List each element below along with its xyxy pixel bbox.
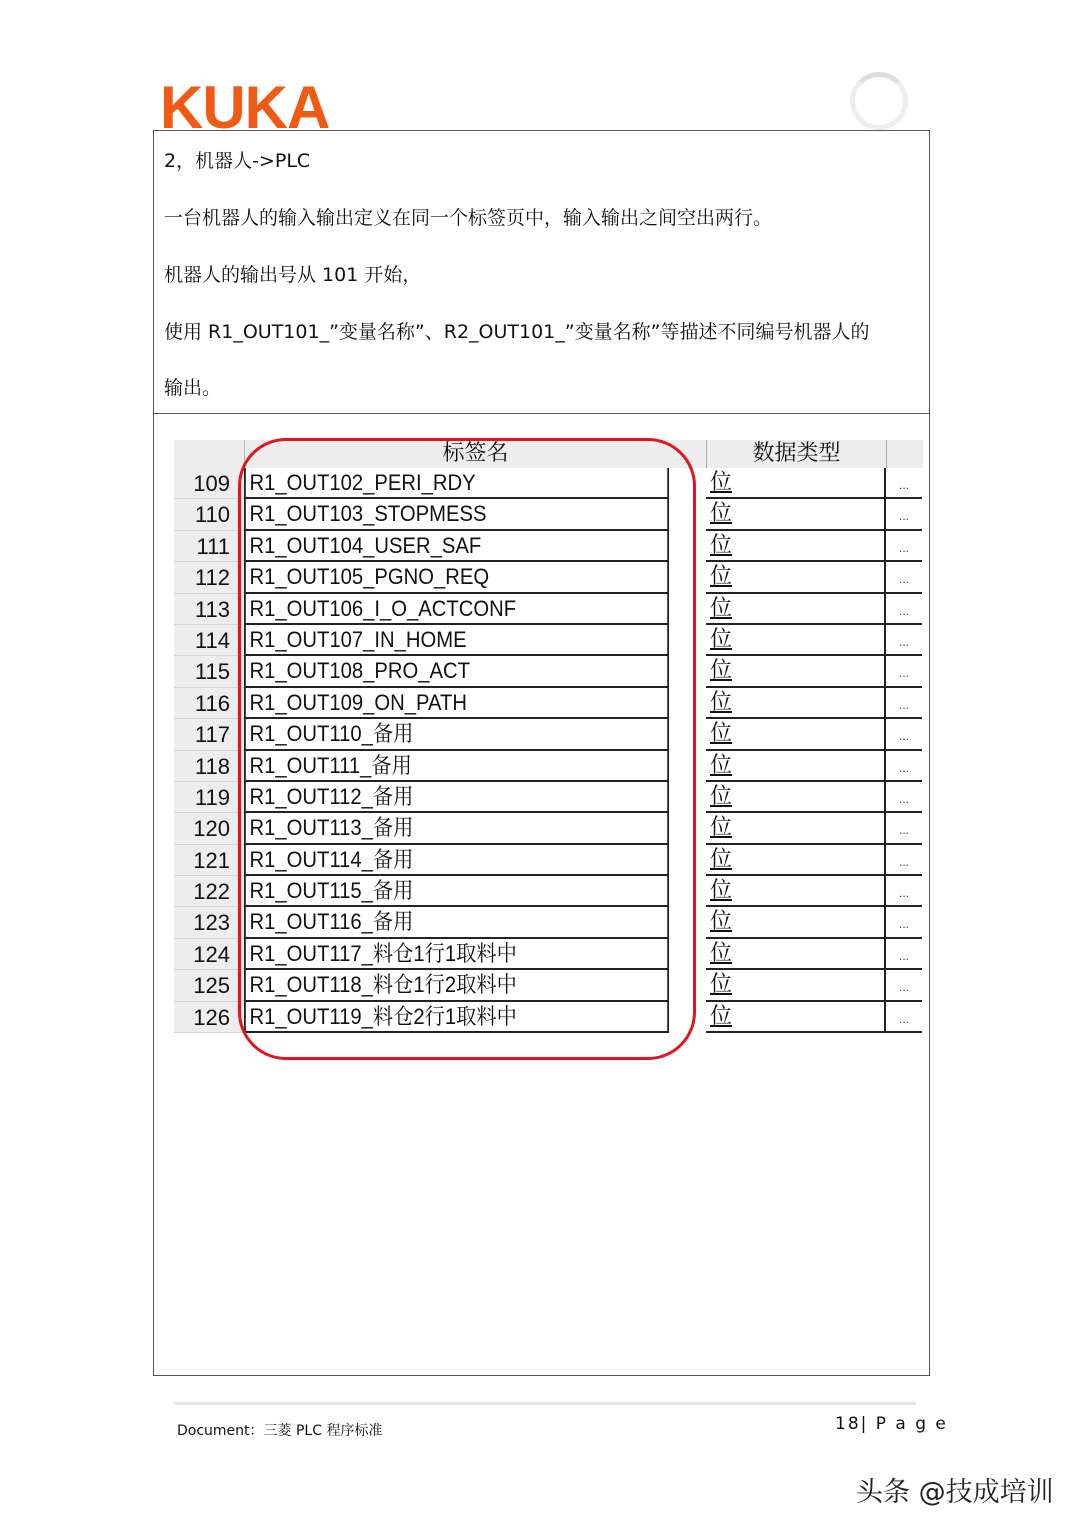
data-type-cell[interactable]: 位 [706, 562, 886, 593]
row-number[interactable]: 111 [174, 531, 244, 562]
data-type-cell[interactable]: 位 [706, 594, 886, 625]
row-number[interactable]: 124 [174, 939, 244, 970]
ellipsis-button[interactable]: ... [886, 970, 922, 1001]
data-type-cell[interactable]: 位 [706, 970, 886, 1001]
tag-name-cell[interactable]: R1_OUT117_料仓1行1取料中 [244, 939, 669, 970]
data-type-cell[interactable]: 位 [706, 782, 886, 813]
row-number[interactable]: 123 [174, 907, 244, 938]
row-number[interactable]: 113 [174, 594, 244, 625]
button-column-header [887, 440, 923, 468]
data-type-cell[interactable]: 位 [706, 813, 886, 844]
row-number[interactable]: 125 [174, 970, 244, 1001]
data-type-cell[interactable]: 位 [706, 688, 886, 719]
tag-name-cell[interactable]: R1_OUT109_ON_PATH [244, 688, 669, 719]
ellipsis-button[interactable]: ... [886, 907, 922, 938]
ellipsis-button[interactable]: ... [886, 876, 922, 907]
ellipsis-button[interactable]: ... [886, 688, 922, 719]
row-number[interactable]: 118 [174, 751, 244, 782]
ellipsis-button[interactable]: ... [886, 813, 922, 844]
data-type-cell[interactable]: 位 [706, 656, 886, 687]
tag-name-cell[interactable]: R1_OUT115_备用 [244, 876, 669, 907]
text-section [154, 131, 929, 414]
row-number[interactable]: 116 [174, 688, 244, 719]
ellipsis-button[interactable]: ... [886, 656, 922, 687]
ellipsis-button[interactable]: ... [886, 594, 922, 625]
ellipsis-button[interactable]: ... [886, 1002, 922, 1033]
loading-spinner-icon [850, 72, 908, 130]
data-type-cell[interactable]: 位 [706, 876, 886, 907]
tag-name-cell[interactable]: R1_OUT106_I_O_ACTCONF [244, 594, 669, 625]
ellipsis-button[interactable]: ... [886, 719, 922, 750]
row-number[interactable]: 126 [174, 1002, 244, 1033]
data-type-header[interactable]: 数据类型 [707, 440, 887, 468]
paragraph-line-4: 输出。 [164, 377, 222, 399]
tag-name-cell[interactable]: R1_OUT108_PRO_ACT [244, 656, 669, 687]
data-type-cell[interactable]: 位 [706, 751, 886, 782]
ellipsis-button[interactable]: ... [886, 782, 922, 813]
tag-name-cell[interactable]: R1_OUT103_STOPMESS [244, 499, 669, 530]
tag-name-cell[interactable]: R1_OUT105_PGNO_REQ [244, 562, 669, 593]
row-number[interactable]: 115 [174, 656, 244, 687]
data-type-cell[interactable]: 位 [706, 499, 886, 530]
section-title: 2，机器人->PLC [164, 150, 311, 172]
data-type-cell[interactable]: 位 [706, 1002, 886, 1033]
row-number[interactable]: 114 [174, 625, 244, 656]
footer-document: Document：三菱 PLC 程序标准 [177, 1423, 383, 1439]
data-type-cell[interactable]: 位 [706, 939, 886, 970]
paragraph-line-1: 一台机器人的输入输出定义在同一个标签页中，输入输出之间空出两行。 [164, 207, 773, 229]
data-type-cell[interactable]: 位 [706, 531, 886, 562]
ellipsis-button[interactable]: ... [886, 939, 922, 970]
tag-name-cell[interactable]: R1_OUT118_料仓1行2取料中 [244, 970, 669, 1001]
row-number[interactable]: 122 [174, 876, 244, 907]
tag-name-cell[interactable]: R1_OUT102_PERI_RDY [244, 468, 669, 499]
kuka-logo: KUKA [160, 74, 330, 141]
ellipsis-button[interactable]: ... [886, 499, 922, 530]
paragraph-line-2: 机器人的输出号从 101 开始， [164, 264, 422, 286]
ellipsis-button[interactable]: ... [886, 468, 922, 499]
ellipsis-button[interactable]: ... [886, 845, 922, 876]
tag-name-cell[interactable]: R1_OUT107_IN_HOME [244, 625, 669, 656]
row-number-header [174, 440, 245, 468]
tag-name-cell[interactable]: R1_OUT110_备用 [244, 719, 669, 750]
tag-name-header[interactable]: 标签名 [245, 440, 707, 468]
ellipsis-button[interactable]: ... [886, 531, 922, 562]
data-type-cell[interactable]: 位 [706, 468, 886, 499]
row-number[interactable]: 110 [174, 499, 244, 530]
ellipsis-button[interactable]: ... [886, 751, 922, 782]
tag-name-cell[interactable]: R1_OUT116_备用 [244, 907, 669, 938]
row-number[interactable]: 112 [174, 562, 244, 593]
watermark: 头条 @技成培训 [856, 1477, 1054, 1508]
row-number[interactable]: 109 [174, 468, 244, 499]
row-number[interactable]: 121 [174, 845, 244, 876]
highlight-ellipse [238, 438, 696, 1060]
data-type-cell[interactable]: 位 [706, 907, 886, 938]
row-number[interactable]: 117 [174, 719, 244, 750]
tag-name-cell[interactable]: R1_OUT119_料仓2行1取料中 [244, 1002, 669, 1033]
data-type-cell[interactable]: 位 [706, 845, 886, 876]
ellipsis-button[interactable]: ... [886, 562, 922, 593]
ellipsis-button[interactable]: ... [886, 625, 922, 656]
tag-name-cell[interactable]: R1_OUT113_备用 [244, 813, 669, 844]
tag-name-cell[interactable]: R1_OUT104_USER_SAF [244, 531, 669, 562]
data-type-cell[interactable]: 位 [706, 625, 886, 656]
tag-name-cell[interactable]: R1_OUT111_备用 [244, 751, 669, 782]
row-number[interactable]: 120 [174, 813, 244, 844]
paragraph-line-3: 使用 R1_OUT101_”变量名称”、R2_OUT101_”变量名称”等描述不同编号机器人的 [164, 321, 870, 343]
tag-name-cell[interactable]: R1_OUT112_备用 [244, 782, 669, 813]
row-number[interactable]: 119 [174, 782, 244, 813]
data-type-cell[interactable]: 位 [706, 719, 886, 750]
footer-page-number: 18| P a g e [835, 1414, 948, 1434]
footer-divider [174, 1402, 916, 1405]
tag-name-cell[interactable]: R1_OUT114_备用 [244, 845, 669, 876]
